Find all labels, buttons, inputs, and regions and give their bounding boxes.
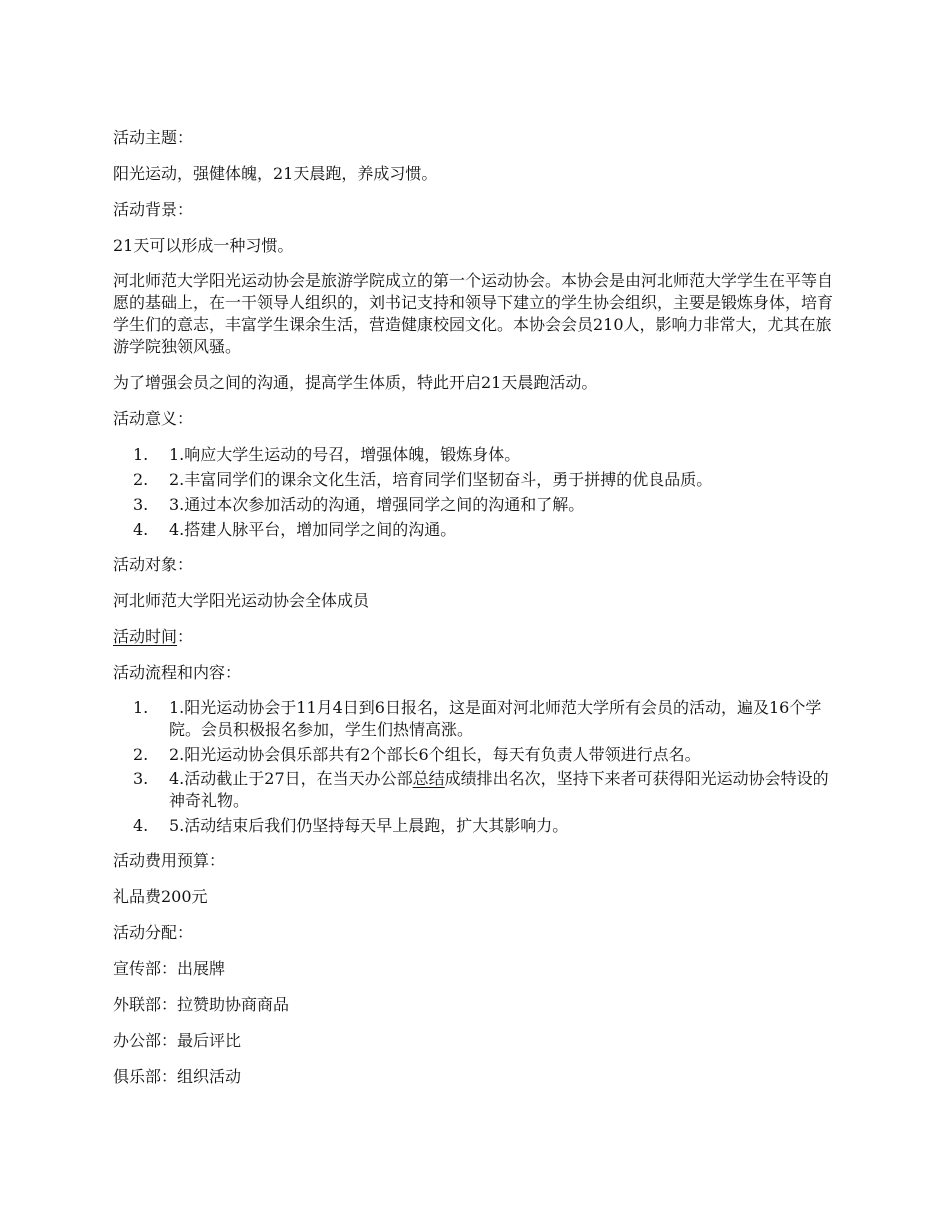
- process-heading: 活动流程和内容：: [113, 663, 242, 682]
- list-number: 4.: [133, 520, 149, 539]
- list-item-text: 1.阳光运动协会于11月4日到6日报名，这是面对河北师范大学所有会员的活动，遍及16个学院。会员积极报名参加，学生们热情高涨。: [169, 698, 822, 739]
- background-paragraph-2: 河北师范大学阳光运动协会是旅游学院成立的第一个运动协会。本协会是由河北师范大学学生在平等自愿的基础上，在一干领导人组织的，刘书记支持和领导下建立的学生协会组织，主要是锻炼身体，培育学生们的意志，丰富学生课余生活，营造健康校园文化。本协会会员210人，影响力非常大，尤其在旅游学院独领风骚。: [113, 271, 834, 356]
- budget-text: 礼品费200元: [113, 887, 208, 906]
- significance-list: [113, 443, 843, 541]
- list-item-text: 2.阳光运动协会俱乐部共有2个部长6个组长，每天有负责人带领进行点名。: [169, 745, 701, 764]
- list-number: 2.: [133, 470, 149, 489]
- theme-text: 阳光运动，强健体魄，21天晨跑，养成习惯。: [113, 164, 438, 183]
- list-item: [113, 493, 843, 516]
- list-item-text-pre: 4.活动截止于27日，在当天办公部: [169, 769, 413, 788]
- list-number: 1.: [133, 698, 149, 717]
- list-item-text: 5.活动结束后我们仍坚持每天早上晨跑，扩大其影响力。: [169, 816, 569, 835]
- list-item: [113, 443, 843, 466]
- list-item: [113, 768, 843, 812]
- assignment-outreach: 外联部：拉赞助协商商品: [113, 995, 290, 1014]
- list-item: [113, 743, 843, 766]
- underlined-word: 总结: [412, 769, 445, 788]
- significance-heading: 活动意义：: [113, 409, 194, 428]
- theme-heading: 活动主题：: [113, 128, 194, 147]
- list-number: 4.: [133, 816, 149, 835]
- target-heading: 活动对象：: [113, 555, 194, 574]
- list-number: 3.: [133, 495, 149, 514]
- time-heading-colon: ：: [177, 627, 194, 646]
- list-item-text-post: 成绩排出名次，坚持下来者可获得阳光运动协会特设的神奇礼物。: [169, 769, 829, 810]
- background-paragraph-3: 为了增强会员之间的沟通，提高学生体质，特此开启21天晨跑活动。: [113, 373, 598, 392]
- assignment-publicity: 宣传部：出展牌: [113, 959, 226, 978]
- process-list: [113, 697, 843, 837]
- assignment-club: 俱乐部：组织活动: [113, 1067, 242, 1086]
- list-item: [113, 468, 843, 491]
- list-item: [113, 814, 843, 837]
- time-heading-label: 活动时间: [113, 627, 178, 646]
- assignment-office: 办公部：最后评比: [113, 1031, 242, 1050]
- list-item-text: 2.丰富同学们的课余文化生活，培育同学们坚韧奋斗，勇于拼搏的优良品质。: [169, 470, 713, 489]
- time-heading: [113, 625, 843, 648]
- assignment-heading: 活动分配：: [113, 923, 194, 942]
- list-number: 3.: [133, 769, 149, 788]
- list-number: 1.: [133, 445, 149, 464]
- list-item-text: [169, 769, 829, 810]
- list-item-text: 1.响应大学生运动的号召，增强体魄，锻炼身体。: [169, 445, 521, 464]
- list-item: [113, 518, 843, 541]
- list-item: [113, 697, 843, 741]
- list-item-text: 4.搭建人脉平台，增加同学之间的沟通。: [169, 520, 457, 539]
- target-text: 河北师范大学阳光运动协会全体成员: [113, 591, 370, 610]
- list-number: 2.: [133, 745, 149, 764]
- budget-heading: 活动费用预算：: [113, 851, 226, 870]
- list-item-text: 3.通过本次参加活动的沟通，增强同学之间的沟通和了解。: [169, 495, 585, 514]
- background-paragraph-1: 21天可以形成一种习惯。: [113, 236, 294, 255]
- document-page: [113, 126, 843, 1101]
- background-heading: 活动背景：: [113, 200, 194, 219]
